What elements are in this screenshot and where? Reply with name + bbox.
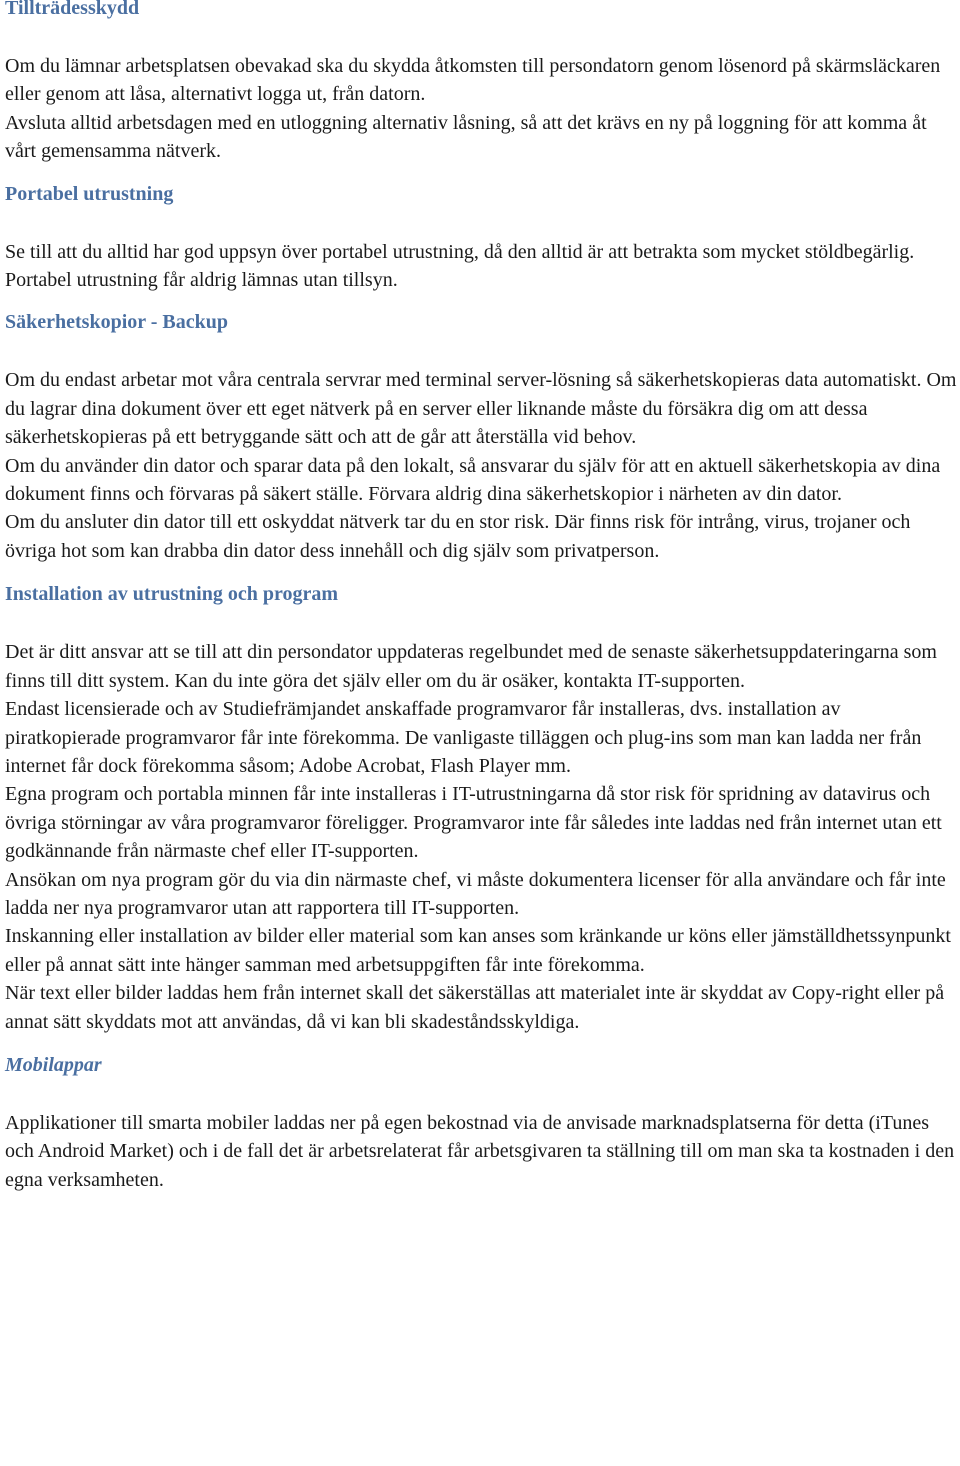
section-heading-sakerhetskopior: Säkerhetskopior - Backup <box>5 311 229 334</box>
section-body-portabel-utrustning <box>5 238 957 295</box>
section-heading-tilltradesskydd: Tillträdesskydd <box>5 0 140 19</box>
paragraph: Inskanning eller installation av bilder eller material som kan anses som kränkande ur köns eller jämställdhetssynpunkt eller på annat sätt inte hänger samman med arbetsuppgiften får inte förekomma. <box>5 925 951 976</box>
paragraph: Endast licensierade och av Studiefrämjandet anskaffade programvaror får installeras, dvs. installation av piratkopierade programvaror får inte förekomma. De vanligaste tilläggen och plug-ins som man kan ladda ner från internet får dock förekomma såsom; Adobe Acrobat, Flash Player mm. <box>5 698 922 777</box>
paragraph: Ansökan om nya program gör du via din närmaste chef, vi måste dokumentera licenser för alla användare och får inte ladda ner nya programvaror utan att rapportera till IT-supporten. <box>5 868 946 919</box>
paragraph: Om du lämnar arbetsplatsen obevakad ska du skydda åtkomsten till persondatorn genom lösenord på skärmsläckaren eller genom att låsa, alternativt logga ut, från datorn. <box>5 55 941 106</box>
paragraph: Om du använder din dator och sparar data på den lokalt, så ansvarar du själv för att en aktuell säkerhetskopia av dina dokument finns och förvaras på säkert ställe. Förvara aldrig dina säkerhetskopior i närheten av din dator. <box>5 454 941 506</box>
section-heading-mobilappar: Mobilappar <box>5 1053 102 1076</box>
section-body-mobilappar <box>5 1109 957 1194</box>
section-body-sakerhetskopior <box>5 366 957 565</box>
paragraph: Se till att du alltid har god uppsyn över portabel utrustning, då den alltid är att betrakta som mycket stöldbegärlig. Portabel utrustning får aldrig lämnas utan tillsyn. <box>5 240 915 292</box>
paragraph: När text eller bilder laddas hem från internet skall det säkerställas att materialet inte är skyddat av Copy-right eller på annat sätt skyddats mot att användas, då vi kan bli skadeståndsskyldiga. <box>5 982 945 1033</box>
section-heading-portabel-utrustning: Portabel utrustning <box>5 182 174 205</box>
paragraph: Applikationer till smarta mobiler laddas ner på egen bekostnad via de anvisade marknadsplatserna för detta (iTunes och Android Market) och i de fall det är arbetsrelaterat får arbetsgivaren ta ställning till om man ska ta kostnaden i den egna verksamheten. <box>5 1111 955 1191</box>
document-page <box>5 0 957 1194</box>
paragraph: Om du endast arbetar mot våra centrala servrar med terminal server-lösning så säkerhetskopieras data automatiskt. Om du lagrar dina dokument över ett eget nätverk på en server eller liknande måste du försäkra dig om att dessa säkerhetskopieras på ett betryggande sätt och att de går att återställa vid behov. <box>5 369 957 449</box>
section-body-tilltradesskydd <box>5 52 957 166</box>
paragraph: Avsluta alltid arbetsdagen med en utloggning alternativ låsning, så att det krävs en ny på loggning för att komma åt vårt gemensamma nätverk. <box>5 111 927 163</box>
paragraph: Egna program och portabla minnen får inte installeras i IT-utrustningarna då stor risk för spridning av datavirus och övriga störningar av våra programvaror föreligger. Programvaror inte får således inte laddas ned från internet utan ett godkännande från närmaste chef eller IT-supporten. <box>5 783 942 863</box>
paragraph: Det är ditt ansvar att se till att din persondator uppdateras regelbundet med de senaste säkerhetsuppdateringarna som finns till ditt system. Kan du inte göra det själv eller om du är osäker, kontakta IT-supporten. <box>5 641 937 692</box>
paragraph: Om du ansluter din dator till ett oskyddat nätverk tar du en stor risk. Där finns risk för intrång, virus, trojaner och övriga hot som kan drabba din dator dess innehåll och dig själv som privatperson. <box>5 511 911 562</box>
section-body-installation <box>5 638 957 1036</box>
section-heading-installation: Installation av utrustning och program <box>5 583 339 606</box>
